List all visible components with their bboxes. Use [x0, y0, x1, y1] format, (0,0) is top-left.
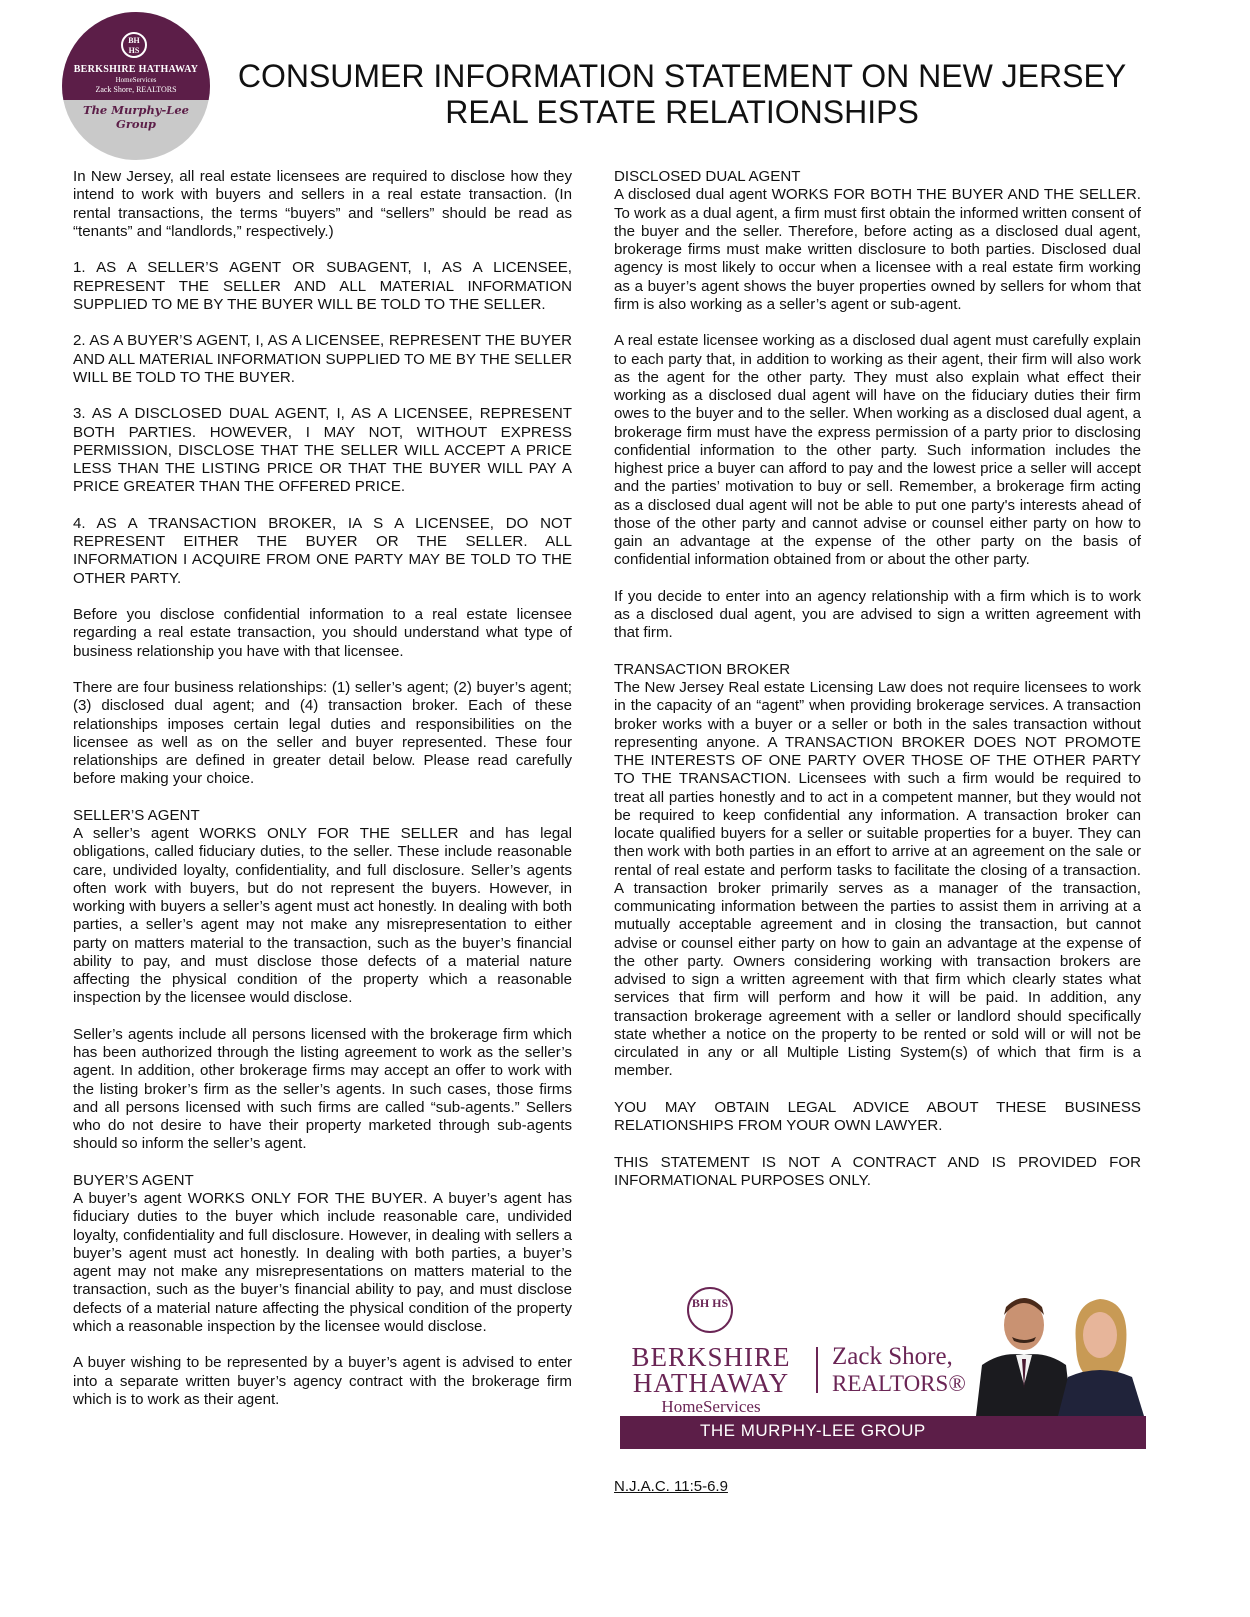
agents-photo [972, 1285, 1146, 1416]
footer-agent-line-2: REALTORS® [832, 1371, 966, 1396]
footer-subbrand: HomeServices [661, 1397, 761, 1416]
right-column [614, 168, 1141, 1208]
statement-transaction-broker: 4. AS A TRANSACTION BROKER, IA S A LICENSEE, DO NOT REPRESENT EITHER THE BUYER OR THE SELLER. ALL INFORMATION I ACQUIRE FROM ONE PARTY MAY BE TOLD TO THE OTHER PARTY. [73, 514, 572, 587]
statement-buyer-agent: 2. AS A BUYER’S AGENT, I, AS A LICENSEE, REPRESENT THE BUYER AND ALL MATERIAL INFORMATION SUPPLIED TO ME BY THE SELLER WILL BE TOLD TO THE BUYER. [73, 332, 572, 386]
section-body: The New Jersey Real estate Licensing Law does not require licensees to work in the capacity of an “agent” when providing brokerage services. A transaction broker works with a buyer or a seller or both in the sales transaction without representing anyone. A TRANSACTION BROKER DOES NOT PROMOTE THE INTERESTS OF ONE PARTY OVER THOSE OF THE OTHER PARTY TO THE TRANSACTION. Licensees with such a firm would be required to treat all parties honestly and to act in a competent manner, but they would not be required to keep confidential any information. A transaction broker can locate qualified buyers for a seller or suitable properties for a buyer. They can then work with both parties in an effort to arrive at an agreement on the sale or rental of real estate and perform tasks to facilitate the closing of a transaction. A transaction broker primarily serves as a manager of the transaction, communicating information between the parties to assist them in arriving at a mutually acceptable agreement and in closing the transaction, but cannot advise or counsel either party on how to gain an advantage at the expense of the other party. Owners considering working with transaction brokers are advised to sign a written agreement with that firm which clearly states what services that firm will perform and how it will be paid. In addition, any transaction brokerage agreement with a seller or landlord should specifically state whether a notice on the property to be rented or sold will or will not be circulated in any or all Multiple Listing System(s) of which that firm is a member. [614, 679, 1141, 1080]
section-body: A buyer’s agent WORKS ONLY FOR THE BUYER. A buyer’s agent has fiduciary duties to the buyer which include reasonable care, undivided loyalty, confidentiality and full disclosure. However, in dealing with sellers a buyer’s agent must act honestly. In dealing with both parties, a buyer’s agent may not make any misrepresentations on matters material to the transaction, such as the buyer’s financial ability to pay, and must disclose defects of a material nature affecting the physical condition of the property which a reasonable inspection by the licensee would disclose. [73, 1190, 572, 1335]
buyer-contract-paragraph: A buyer wishing to be represented by a buyer’s agent is advised to enter into a separate written buyer’s agency contract with the brokerage firm which is to work as their agent. [73, 1354, 572, 1408]
dual-agent-duties-paragraph: A real estate licensee working as a disclosed dual agent must carefully explain to each party that, in addition to working as their agent, their firm will also work as the agent for the other party. They must also explain what effect their working as a disclosed dual agent will have on the fiduciary duties their firm owes to the buyer and to the seller. When working as a disclosed dual agent, a brokerage firm must have the express permission of a party prior to disclosing confidential information to the other party. Such information includes the highest price a buyer can afford to pay and the lowest price a seller will accept and the parties’ motivation to buy or sell. Remember, a brokerage firm acting as a disclosed dual agent will not be able to put one party's interests ahead of those of the other party and cannot advise or counsel either party on how to gain an advantage at the expense of the other party on the basis of confidential information obtained from or about the other party. [614, 332, 1141, 569]
footer-brand-line-1: BERKSHIRE [631, 1342, 791, 1372]
left-column [73, 168, 572, 1427]
bhhs-seal-icon: BH HS [121, 32, 147, 58]
bhhs-seal-icon: BH HS [687, 1287, 733, 1333]
seller-agent-section [73, 807, 572, 1008]
dual-agent-agreement-paragraph: If you decide to enter into an agency relationship with a firm which is to work as a disclosed dual agent, you are advised to sign a written agreement with that firm. [614, 587, 1141, 642]
footer-brand-line-2: HATHAWAY [632, 1368, 790, 1398]
intro-paragraph: In New Jersey, all real estate licensees are required to disclose how they intend to work with buyers and sellers in a real estate transaction. (In rental transactions, the terms “buyers” and “sellers” should be read as “tenants” and “landlords,” respectively.) [73, 168, 572, 240]
buyer-agent-section [73, 1172, 572, 1336]
statement-seller-agent: 1. AS A SELLER’S AGENT OR SUBAGENT, I, AS A LICENSEE, REPRESENT THE SELLER AND ALL MATERIAL INFORMATION SUPPLIED TO ME BY THE BUYER WILL BE TOLD TO THE SELLER. [73, 259, 572, 313]
footer-divider [816, 1347, 818, 1393]
legal-advice-paragraph: YOU MAY OBTAIN LEGAL ADVICE ABOUT THESE BUSINESS RELATIONSHIPS FROM YOUR OWN LAWYER. [614, 1098, 1141, 1134]
page-title [222, 58, 1142, 130]
title-line-2: REAL ESTATE RELATIONSHIPS [445, 94, 919, 130]
section-heading: TRANSACTION BROKER [614, 660, 791, 678]
statement-dual-agent: 3. AS A DISCLOSED DUAL AGENT, I, AS A LICENSEE, REPRESENT BOTH PARTIES. HOWEVER, I MAY NOT, WITHOUT EXPRESS PERMISSION, DISCLOSE THAT THE SELLER WILL ACCEPT A PRICE LESS THAN THE LISTING PRICE OR THAT THE BUYER WILL PAY A PRICE GREATER THAN THE OFFERED PRICE. [73, 405, 572, 496]
section-heading: BUYER’S AGENT [73, 1171, 194, 1189]
disclosure-paragraph: Before you disclose confidential information to a real estate licensee regarding a real estate transaction, you should understand what type of business relationship you have with that licensee. [73, 606, 572, 660]
logo-brand-name: BERKSHIRE HATHAWAY [73, 64, 199, 75]
transaction-broker-section [614, 661, 1141, 1081]
logo-group-name: The Murphy-Lee Group [83, 103, 189, 131]
not-contract-paragraph: THIS STATEMENT IS NOT A CONTRACT AND IS PROVIDED FOR INFORMATIONAL PURPOSES ONLY. [614, 1153, 1141, 1189]
title-line-1: CONSUMER INFORMATION STATEMENT ON NEW JERSEY [237, 58, 1127, 94]
brand-logo [62, 12, 210, 160]
section-body: A disclosed dual agent WORKS FOR BOTH THE BUYER AND THE SELLER. To work as a dual agent, a firm must first obtain the informed written consent of the buyer and the seller. Therefore, before acting as a disclosed dual agent, brokerage firms must make written disclosure to both parties. Disclosed dual agency is most likely to occur when a licensee with a real estate firm working as a buyer’s agent shows the buyer properties owned by sellers for whom that firm is also working as a seller’s agent or sub-agent. [614, 186, 1141, 313]
footer-agent-line-1: Zack Shore, [832, 1343, 953, 1370]
logo-agent-name: Zack Shore, REALTORS [95, 85, 177, 94]
sub-agents-paragraph: Seller’s agents include all persons licensed with the brokerage firm which has been authorized through the listing agreement to work as the seller’s agent. In addition, other brokerage firms may accept an offer to work with the listing broker’s firm as the seller’s agents. In such cases, those firms and all persons licensed with such firms are called “sub-agents.” Sellers who do not desire to have their property marketed through sub-agents should so inform the seller’s agent. [73, 1025, 572, 1153]
dual-agent-section [614, 168, 1141, 314]
footer-brand-logo [620, 1285, 1146, 1449]
section-heading: DISCLOSED DUAL AGENT [614, 168, 801, 185]
section-heading: SELLER’S AGENT [73, 806, 200, 824]
logo-subbrand: HomeServices [115, 76, 157, 84]
relationships-paragraph: There are four business relationships: (1) seller’s agent; (2) buyer’s agent; (3) disclosed dual agent; and (4) transaction broker. Each of these relationships imposes certain legal duties and responsibilities on the licensee as well as on the seller and buyer represented. These four relationships are defined in greater detail below. Please read carefully before making your choice. [73, 679, 572, 788]
section-body: A seller’s agent WORKS ONLY FOR THE SELLER and has legal obligations, called fiduciary duties, to the seller. These include reasonable care, undivided loyalty, confidentiality, and full disclosure. Seller’s agents often work with buyers, but do not represent the buyers. However, in working with buyers a seller’s agent must act honestly. In dealing with both parties, a seller’s agent may not make any misrepresentation to either party on matters material to the transaction, such as the buyer’s financial ability to pay, and must disclose those defects of a material nature affecting the physical condition of the property which a reasonable inspection by the licensee would disclose. [73, 825, 572, 1007]
footer-group-name: THE MURPHY-LEE GROUP [700, 1421, 926, 1440]
regulation-citation: N.J.A.C. 11:5-6.9 [614, 1478, 728, 1495]
